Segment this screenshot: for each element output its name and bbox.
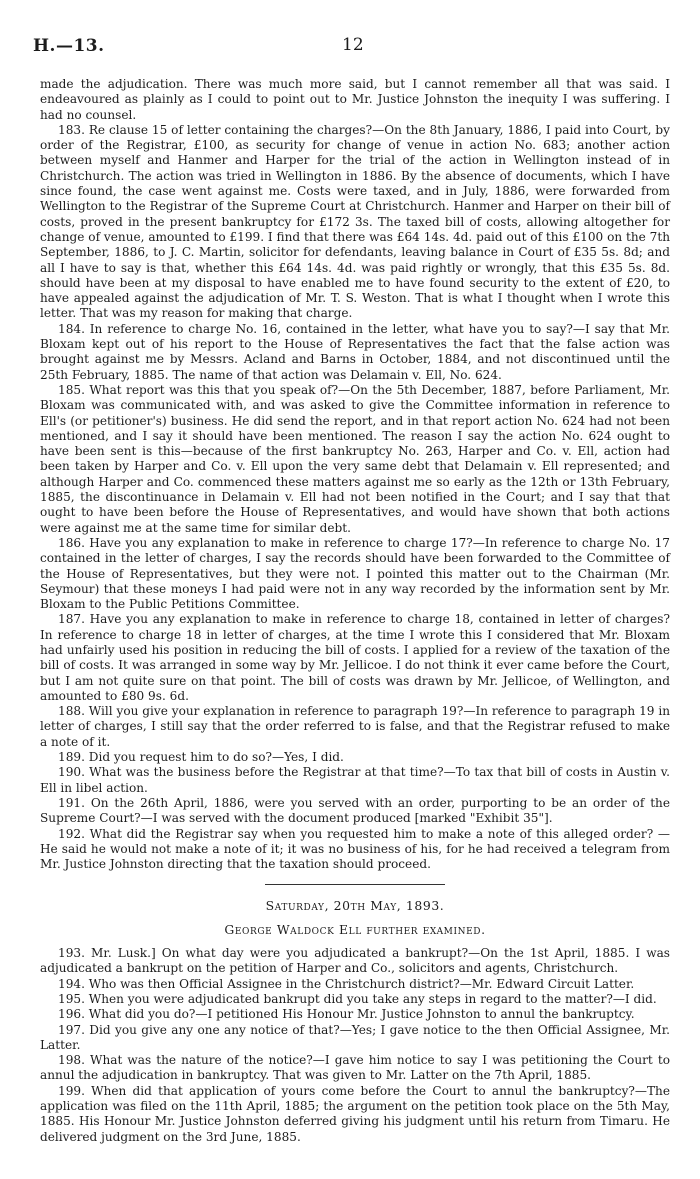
- paragraph: 194. Who was then Official Assignee in the Christchurch district?—Mr. Edward Circuit Latter.: [58, 976, 635, 991]
- paragraphs-before: [40, 77, 670, 872]
- section-date: Saturday, 20th May, 1893.: [265, 898, 445, 914]
- section-divider: [265, 884, 445, 885]
- paragraph: made the adjudication. There was much more said, but I cannot remember all that was said. I endeavoured as plainly as I could to point out to Mr. Justice Johnston the inequity I was suffering. I had no counsel.: [40, 77, 670, 122]
- paragraph: 187. Have you any explanation to make in reference to charge 18, contained in letter of charges? In reference to charge 18 in letter of charges, at the time I wrote this I considered that Mr. Bloxam had unfairly used his position in reducing the bill of costs. I applied for a review of the taxation of the bill of costs. It was arranged in some way by Mr. Jellicoe. I do not think it ever came before the Court, but I am not quite sure on that point. The bill of costs was drawn by Mr. Jellicoe, of Wellington, and amounted to £80 9s. 6d.: [40, 612, 670, 703]
- paragraph: 183. Re clause 15 of letter containing the charges?—On the 8th January, 1886, I paid into Court, by order of the Registrar, £100, as security for change of venue in action No. 683; another action between myself and Hanmer and Harper for the trial of the action in Wellington instead of in Christchurch. The action was tried in Wellington in 1886. By the absence of documents, which I have since found, the case went against me. Costs were taxed, and in July, 1886, were forwarded from Wellington to the Registrar of the Supreme Court at Christchurch. Hanmer and Harper on their bill of costs, proved in the present bankruptcy for £172 3s. The taxed bill of costs, allowing altogether for change of venue, amounted to £199. I find that there was £64 14s. 4d. paid out of this £100 on the 7th September, 1886, to J. C. Martin, solicitor for defendants, leaving balance in Court of £35 5s. 8d; and all I have to say is that, whether this £64 14s. 4d. was paid rightly or wrongly, that this £35 5s. 8d. should have been at my disposal to have enabled me to have found security to the extent of £20, to have appealed against the adjudication of Mr. T. S. Weston. That is what I thought when I wrote this letter. That was my reason for making that charge.: [40, 122, 670, 321]
- paragraph: 184. In reference to charge No. 16, contained in the letter, what have you to say?—I say that Mr. Bloxam kept out of his report to the House of Representatives the fact that the false action was brought against me by Messrs. Acland and Barns in October, 1884, and not discontinued until the 25th February, 1885. The name of that action was Delamain v. Ell, No. 624.: [40, 321, 670, 382]
- paragraph: 196. What did you do?—I petitioned His Honour Mr. Justice Johnston to annul the bankruptcy.: [58, 1007, 635, 1022]
- paragraph: 195. When you were adjudicated bankrupt did you take any steps in regard to the matter?—I did.: [58, 991, 657, 1006]
- paragraph: 185. What report was this that you speak of?—On the 5th December, 1887, before Parliament, Mr. Bloxam was communicated with, and was asked to give the Committee information in reference to Ell's (or petitioner's) business. He did send the report, and in that report action No. 624 had not been mentioned, and I say it should have been mentioned. The reason I say the action No. 624 ought to have been sent is this—because of the first bankruptcy No. 263, Harper and Co. v. Ell, action had been taken by Harper and Co. v. Ell upon the very same debt that Delamain v. Ell represented; and although Harper and Co. commenced these matters against me so early as the 12th or 13th February, 1885, the discontinuance in Delamain v. Ell had not been notified in the Court; and I say that that ought to have been before the House of Representatives, and would have shown that both actions were against me at the same time for similar debt.: [40, 382, 670, 535]
- paragraphs-after: [40, 946, 670, 1145]
- paragraph: 189. Did you request him to do so?—Yes, I did.: [58, 750, 344, 765]
- paragraph: 190. What was the business before the Registrar at that time?—To tax that bill of costs in Austin v. Ell in libel action.: [40, 765, 670, 795]
- paragraph: 197. Did you give any one any notice of that?—Yes; I gave notice to the then Official Assignee, Mr. Latter.: [40, 1022, 670, 1052]
- header-reference: H.—13.: [33, 36, 105, 56]
- paragraph: 186. Have you any explanation to make in reference to charge 17?—In reference to charge No. 17 contained in the letter of charges, I say the records should have been forwarded to the Committee of the House of Representatives, but they were not. I pointed this matter out to the Chairman (Mr. Seymour) that these moneys I had paid were not in any way recorded by the information sent by Mr. Bloxam to the Public Petitions Committee.: [40, 535, 670, 612]
- witness-heading: George Waldock Ell further examined.: [224, 921, 486, 937]
- paragraph: 191. On the 26th April, 1886, were you served with an order, purporting to be an order of the Supreme Court?—I was served with the document produced [marked "Exhibit 35"].: [40, 795, 670, 826]
- paragraph: 198. What was the nature of the notice?—I gave him notice to say I was petitioning the Court to annul the adjudication in bankruptcy. That was given to Mr. Latter on the 7th April, 1885.: [40, 1053, 670, 1083]
- document-body: [40, 77, 670, 1145]
- page-number: 12: [342, 35, 364, 55]
- paragraph: 199. When did that application of yours come before the Court to annul the bankruptcy?—The application was filed on the 11th April, 1885; the argument on the petition took place on the 5th May, 1885. His Honour Mr. Justice Johnston deferred giving his judgment until his return from Timaru. He delivered judgment on the 3rd June, 1885.: [40, 1083, 670, 1144]
- paragraph: 193. Mr. Lusk.] On what day were you adjudicated a bankrupt?—On the 1st April, 1885. I was adjudicated a bankrupt on the petition of Harper and Co., solicitors and agents, Christchurch.: [40, 946, 670, 976]
- paragraph: 188. Will you give your explanation in reference to paragraph 19?—In reference to paragraph 19 in letter of charges, I still say that the order referred to is false, and that the Registrar refused to make a note of it.: [40, 704, 670, 749]
- paragraph: 192. What did the Registrar say when you requested him to make a note of this alleged order? —He said he would not make a note of it; it was no business of his, for he had received a telegram from Mr. Justice Johnston directing that the taxation should proceed.: [40, 826, 670, 872]
